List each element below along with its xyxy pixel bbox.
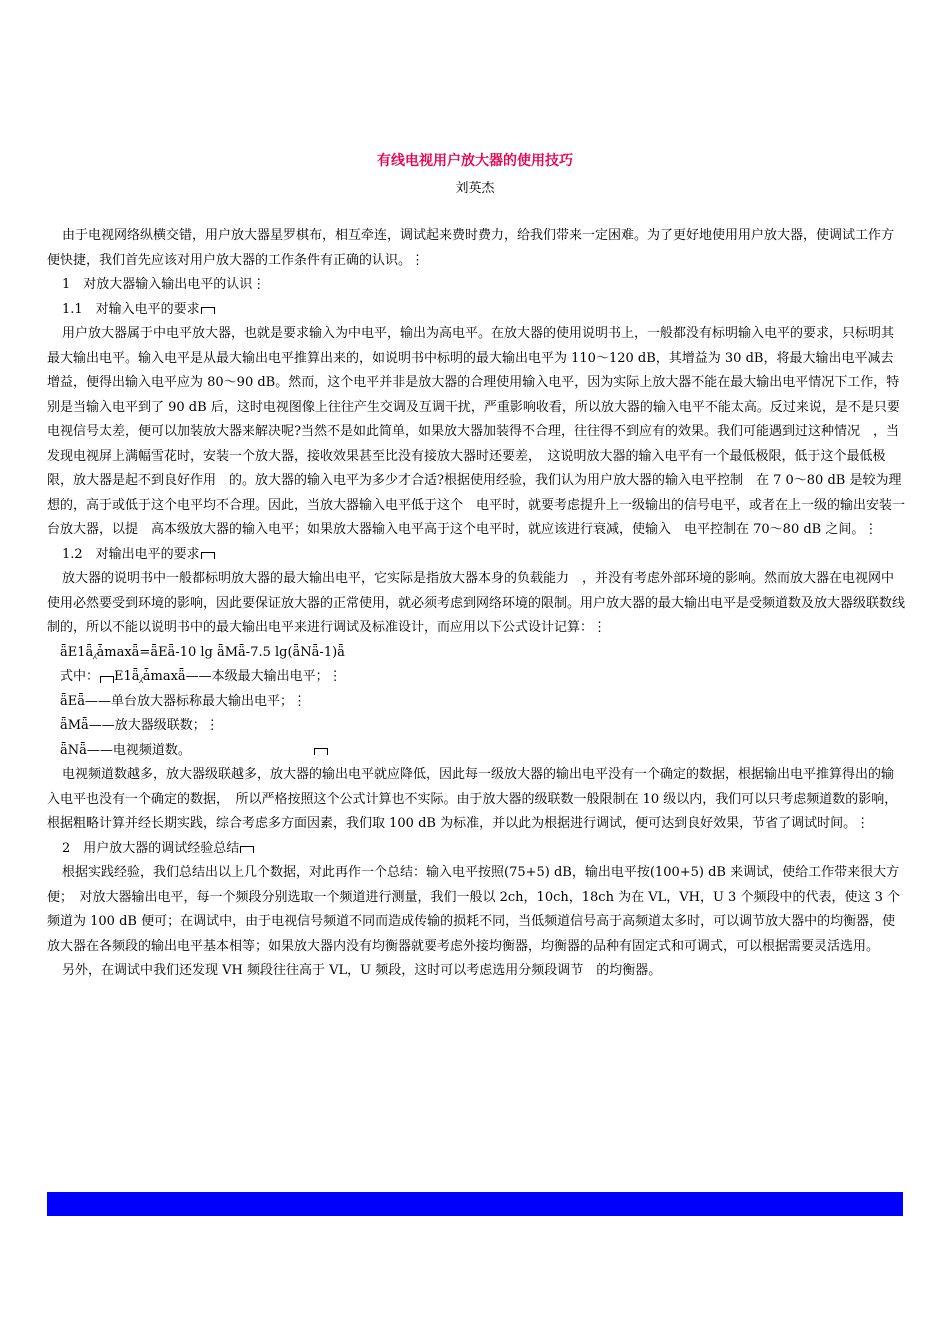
paragraph-text: 由于电视网络纵横交错，用户放大器星罗棋布，相互牵连，调试起来费时费力，给我们带来一定困难。为了更好地使用用户放大器，使调试工作方便快捷，我们首先应该对用户放大器的工作条件有正确的认识。⋮ bbox=[47, 228, 895, 268]
paragraph-text: 根据实践经验，我们总结出以上几个数据，对此再作一个总结：输入电平按照(75+5) dB，输出电平按(100+5) dB 来调试，使给工作带来很大方便； 对放大器输出电平，每一个频段分别选取一个频道进行测量，我们一般以 2ch，10ch，18ch 为在 VL，VH，U 3 个频段中的代表，使这 3 个频道为 100 dB 便可；在调试中，由于电视信号频道不同而造成传输的损耗不同，当低频道信号高于高频道太多时，可以调节放大器中的均衡器，使放大器在各频段的输出电平基本相等；如果放大器内没有均衡器就要考虑外接均衡器，均衡器的品种有固定式和可调式，可以根据需要灵活选用。 bbox=[47, 865, 900, 954]
bracket-mark-icon bbox=[201, 552, 215, 559]
paragraph-text: 用户放大器属于中电平放大器，也就是要求输入为中电平，输出为高电平。在放大器的使用说明书上，一般都没有标明输入电平的要求，只标明其最大输出电平。输入电平是从最大输出电平推算出来的，如说明书中标明的最大输出电平为 110～120 dB，其增益为 30 dB，将最大输出电平减去增益，便得出输入电平应为 80～90 dB。然而，这个电平并非是放大器的合理使用输入电平，因为实际上放大器不能在最大输出电平情况下工作，特别是当输入电平到了 90 dB 后，这时电视图像上往往产生交调及互调干扰，严重影响收看，所以放大器的输入电平不能太高。反过来说，是不是只要电视信号太差，便可以加装放大器来解决呢?当然不是如此简单，如果放大器加装得不合理，往往得不到应有的效果。我们可能遇到过这种情况 ，当发现电视屏上满幅雪花时，安装一个放大器，接收效果甚至比没有接放大器时还要差， 这说明放大器的输入电平有一个最低极限，低于这个最低极限，放大器是起不到良好作用 的。放大器的输入电平为多少才合适?根据使用经验，我们认为用户放大器的输入电平控制 在 7 0～80 dB 是较为理想的，高于或低于这个电平均不合理。因此，当放大器输入电平低于这个 电平时，就要考虑提升上一级输出的信号电平，或者在上一级的输出安装一台放大器，以提 高本级放大器的输入电平；如果放大器输入电平高于这个电平时，就应该进行衰减，使输入 电平控制在 70～80 dB 之间。⋮ bbox=[47, 326, 906, 537]
document-title: 有线电视用户放大器的使用技巧 bbox=[377, 153, 573, 169]
section-heading bbox=[47, 298, 905, 323]
paragraph-text: 另外，在调试中我们还发现 VH 频段往往高于 VL，U 频段，这时可以考虑选用分频段调节 的均衡器。 bbox=[62, 963, 662, 978]
paragraph-text: ǟEǟ——单台放大器标称最大输出电平；⋮ bbox=[60, 693, 306, 709]
paragraph-text: ǟMǟ——放大器级联数；⋮ bbox=[60, 718, 219, 733]
bracket-mark-icon bbox=[100, 676, 114, 683]
section-heading bbox=[47, 837, 905, 862]
body-paragraph bbox=[47, 763, 905, 837]
formula-line bbox=[47, 641, 905, 666]
definition-item bbox=[47, 665, 905, 690]
paragraph-text: 1.2 对输出电平的要求 bbox=[62, 546, 200, 562]
body-paragraph bbox=[47, 224, 905, 273]
footer-bar bbox=[47, 1192, 903, 1216]
paragraph-text: 2 用户放大器的调试经验总结 bbox=[62, 840, 240, 856]
definition-item bbox=[47, 714, 905, 739]
paragraph-text: 1 对放大器输入输出电平的认识⋮ bbox=[62, 277, 266, 292]
document-author: 刘英杰 bbox=[455, 181, 495, 196]
definition-item bbox=[47, 690, 905, 715]
paragraph-text: ǟNǟ——电视频道数。 bbox=[60, 742, 191, 758]
definition-prefix: 式中： bbox=[60, 669, 100, 684]
section-heading bbox=[47, 273, 905, 298]
paragraph-text: 1.1 对输入电平的要求 bbox=[62, 301, 200, 317]
body-paragraph bbox=[47, 567, 905, 641]
body-paragraph bbox=[47, 959, 905, 984]
bracket-mark-icon bbox=[314, 748, 328, 755]
bracket-mark-icon bbox=[201, 307, 215, 314]
body-paragraph bbox=[47, 322, 905, 543]
paragraph-text: ǟE1ǟ⁁ǡmaxǟ=ǟEǟ-10 lg ǟMǟ-7.5 lg(ǟNǟ-1)ǟ bbox=[60, 644, 345, 660]
paragraph-text: 电视频道数越多，放大器级联越多，放大器的输出电平就应降低，因此每一级放大器的输出电平没有一个确定的数据，根据输出电平推算得出的输入电平也没有一个确定的数据， 所以严格按照这个公式计算也不实际。由于放大器的级联数一般限制在 10 级以内，我们可以只考虑频道数的影响，根据粗略计算并经长期实践，综合考虑多方面因素，我们取 100 dB 为标准，并以此为根据进行调试，便可达到良好效果，节省了调试时间。⋮ bbox=[47, 767, 898, 831]
bracket-mark-icon bbox=[240, 846, 254, 853]
paragraph-text: 放大器的说明书中一般都标明放大器的最大输出电平，它实际是指放大器本身的负载能力 ，并没有考虑外部环境的影响。然而放大器在电视网中使用必然要受到环境的影响，因此要保证放大器的正常使用，就必须考虑到网络环境的限制。用户放大器的最大输出电平是受频道数及放大器级联数线制的，所以不能以说明书中的最大输出电平来进行调试及标准设计，而应用以下公式设计记算：⋮ bbox=[47, 571, 906, 635]
paragraph-text: E1ǟ⁁ǡmaxǟ——本级最大输出电平；⋮ bbox=[114, 669, 342, 684]
definition-item bbox=[47, 739, 905, 764]
section-heading bbox=[47, 543, 905, 568]
body-paragraph bbox=[47, 861, 905, 959]
document-body bbox=[47, 224, 905, 984]
